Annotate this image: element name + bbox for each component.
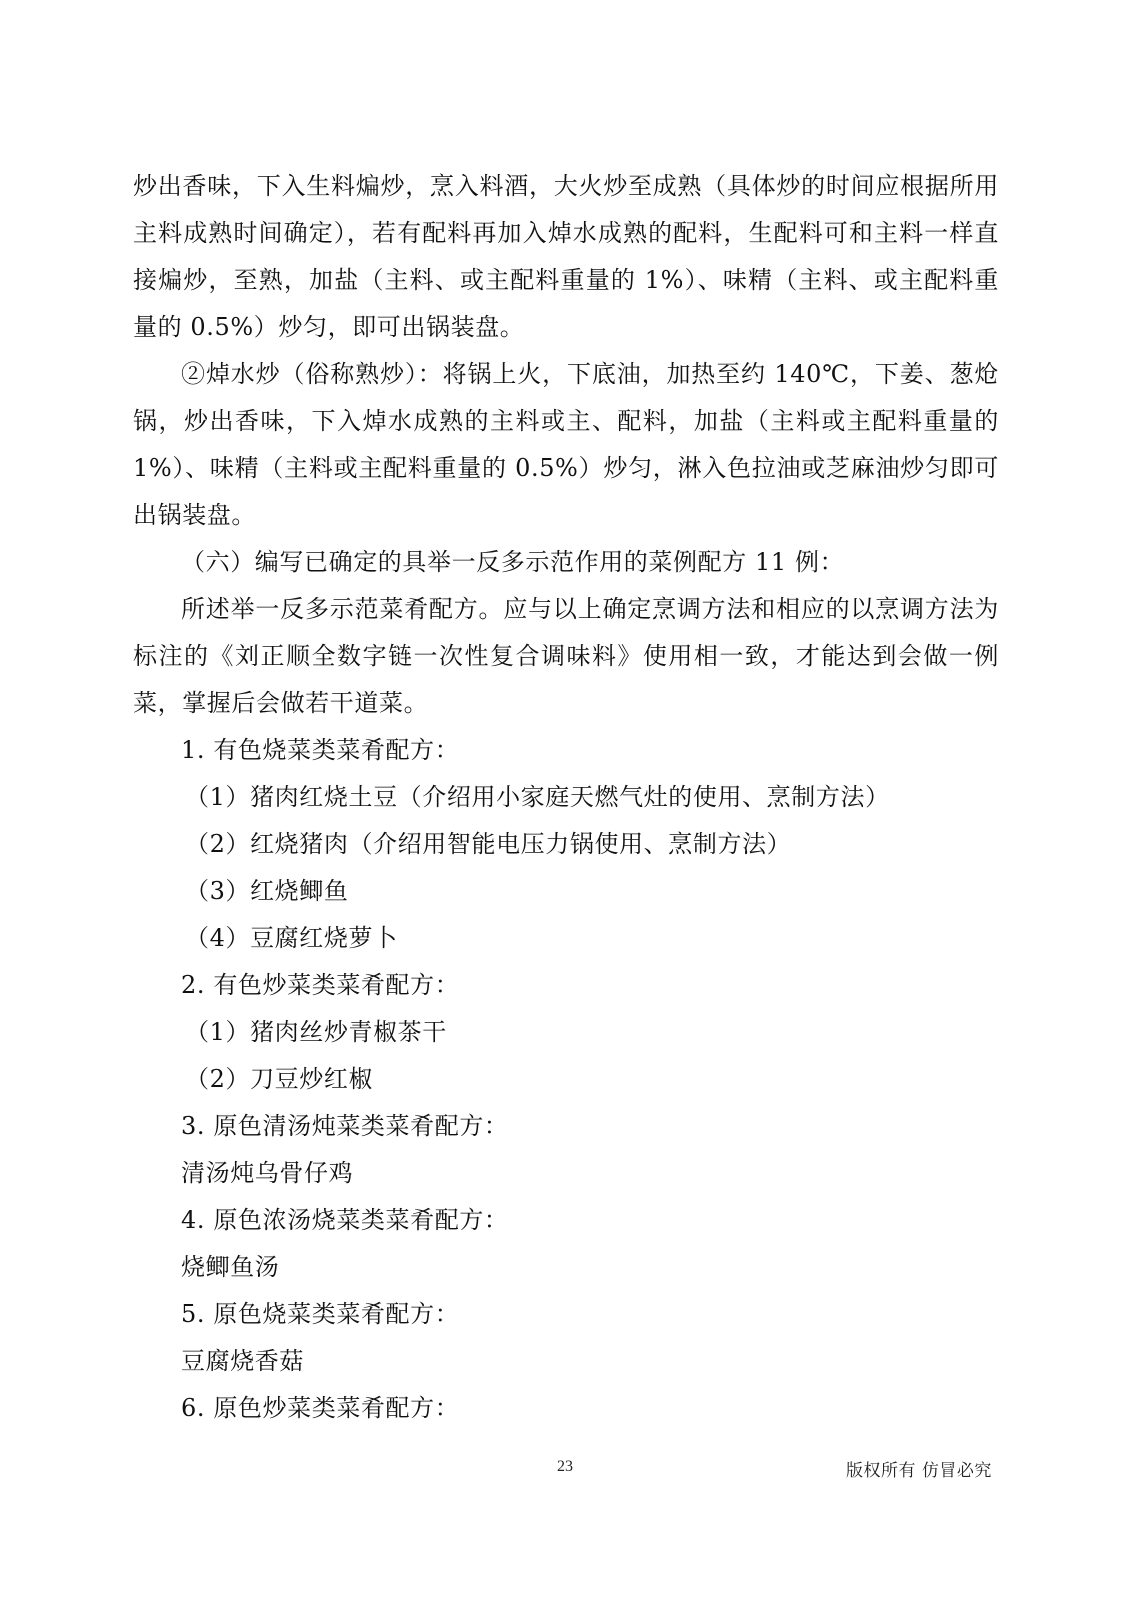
paragraph-recipe-intro: 所述举一反多示范菜肴配方。应与以上确定烹调方法和相应的以烹调方法为标注的《刘正顺全数字链一次性复合调味料》使用相一致，才能达到会做一例菜，掌握后会做若干道菜。: [133, 595, 999, 717]
page-number: 23: [557, 1458, 573, 1475]
list-item: 豆腐烧香菇: [181, 1347, 304, 1375]
list-item: （2）红烧猪肉（介绍用智能电压力锅使用、烹制方法）: [185, 830, 792, 858]
list-item: （3）红烧鲫鱼: [185, 877, 349, 905]
list-heading-2: 2. 有色炒菜类菜肴配方：: [181, 971, 460, 999]
section-heading-six: （六）编写已确定的具举一反多示范作用的菜例配方 11 例：: [181, 548, 845, 576]
list-item: 烧鲫鱼汤: [181, 1253, 280, 1281]
list-heading-1: 1. 有色烧菜类菜肴配方：: [181, 736, 460, 764]
list-item: 清汤炖乌骨仔鸡: [181, 1159, 354, 1187]
list-heading-6: 6. 原色炒菜类菜肴配方：: [181, 1394, 460, 1422]
list-heading-3: 3. 原色清汤炖菜类菜肴配方：: [181, 1112, 509, 1140]
list-item: （1）猪肉红烧土豆（介绍用小家庭天燃气灶的使用、烹制方法）: [185, 783, 890, 811]
list-heading-4: 4. 原色浓汤烧菜类菜肴配方：: [181, 1206, 509, 1234]
list-heading-5: 5. 原色烧菜类菜肴配方：: [181, 1300, 460, 1328]
paragraph-blanch-stir-fry: ②焯水炒（俗称熟炒）：将锅上火，下底油，加热至约 140℃，下姜、葱炝锅，炒出香味，下入焯水成熟的主料或主、配料，加盐（主料或主配料重量的 1%）、味精（主料或主配料重量的 0.5%）炒匀，淋入色拉油或芝麻油炒匀即可出锅装盘。: [133, 360, 999, 529]
list-item: （2）刀豆炒红椒: [185, 1065, 374, 1093]
body-text: [133, 163, 999, 1432]
list-item: （4）豆腐红烧萝卜: [185, 924, 398, 952]
list-item: （1）猪肉丝炒青椒茶干: [185, 1018, 447, 1046]
copyright-notice: 版权所有 仿冒必究: [846, 1461, 992, 1481]
paragraph-stir-fry-raw: 炒出香味，下入生料煸炒，烹入料酒，大火炒至成熟（具体炒的时间应根据所用主料成熟时间确定），若有配料再加入焯水成熟的配料，生配料可和主料一样直接煸炒，至熟，加盐（主料、或主配料重量的 1%）、味精（主料、或主配料重量的 0.5%）炒匀，即可出锅装盘。: [133, 172, 999, 341]
